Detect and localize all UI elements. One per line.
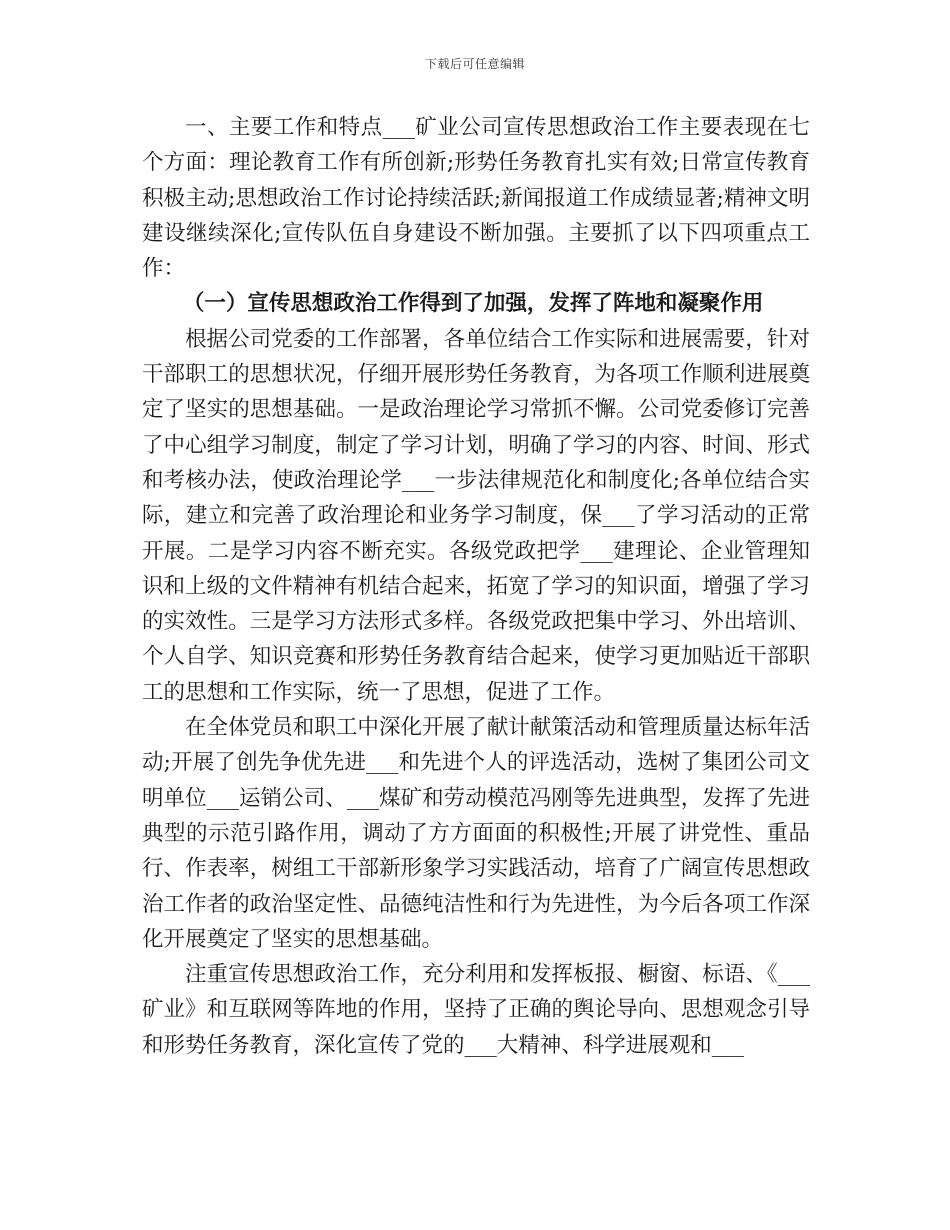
paragraph-activities: 在全体党员和职工中深化开展了献计献策活动和管理质量达标年活动;开展了创先争优先进___和先进个人的评选活动，选树了集团公司文明单位___运销公司、___煤矿和劳动模范冯刚等先进典型，发挥了先进典型的示范引路作用，调动了方方面面的积极性;开展了讲党性、重品行、作表率，树组工干部新形象学习实践活动，培育了广阔宣传思想政治工作者的政治坚定性、品德纯洁性和行为先进性，为今后各项工作深化开展奠定了坚实的思想基础。 bbox=[142, 715, 810, 952]
page-header-note: 下载后可任意编辑 bbox=[424, 57, 525, 71]
paragraph-intro: 一、主要工作和特点___矿业公司宣传思想政治工作主要表现在七个方面：理论教育工作有所创新;形势任务教育扎实有效;日常宣传教育积极主动;思想政治工作讨论持续活跃;新闻报道工作成绩显著;精神文明建设继续深化;宣传队伍自身建设不断加强。主要抓了以下四项重点工作： bbox=[142, 115, 810, 282]
document-body bbox=[142, 110, 810, 1063]
section-heading: （一）宣传思想政治工作得到了加强，发挥了阵地和凝聚作用 bbox=[182, 291, 764, 317]
paragraph-publicity: 注重宣传思想政治工作，充分利用和发挥板报、橱窗、标语、《___矿业》和互联网等阵地的作用，坚持了正确的舆论导向、思想观念引导和形势任务教育，深化宣传了党的___大精神、科学进展观和___ bbox=[142, 962, 810, 1058]
paragraph-study: 根据公司党委的工作部署，各单位结合工作实际和进展需要，针对干部职工的思想状况，仔细开展形势任务教育，为各项工作顺利进展奠定了坚实的思想基础。一是政治理论学习常抓不懈。公司党委修订完善了中心组学习制度，制定了学习计划，明确了学习的内容、时间、形式和考核办法，使政治理论学___一步法律规范化和制度化;各单位结合实际，建立和完善了政治理论和业务学习制度，保___了学习活动的正常开展。二是学习内容不断充实。各级党政把学___建理论、企业管理知识和上级的文件精神有机结合起来，拓宽了学习的知识面，增强了学习的实效性。三是学习方法形式多样。各级党政把集中学习、外出培训、个人自学、知识竞赛和形势任务教育结合起来，使学习更加贴近干部职工的思想和工作实际，统一了思想，促进了工作。 bbox=[142, 326, 810, 705]
